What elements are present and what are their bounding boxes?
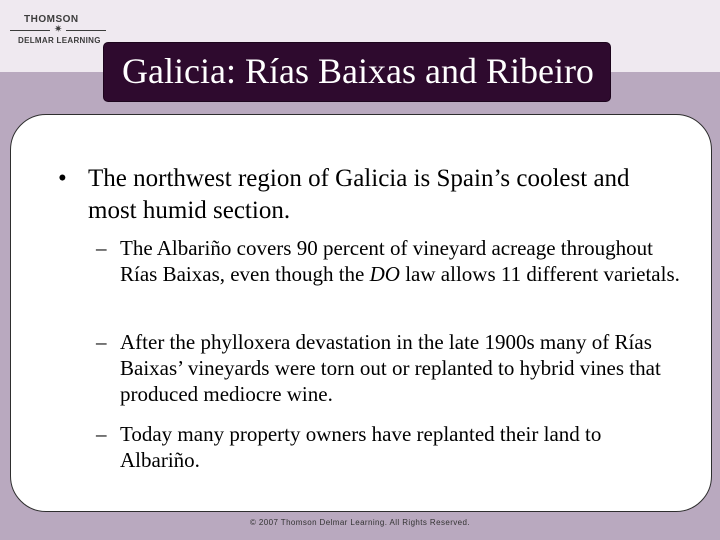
sub-bullet-1-em: DO xyxy=(369,262,400,286)
bullet-marker: • xyxy=(58,165,67,192)
sub-bullet-1-post: law allows 11 different varietals. xyxy=(399,262,680,286)
sub-bullet-1-pre: The Albariño covers 90 percent of vineyard acreage throughout Rías Baixas, even though the xyxy=(120,236,653,286)
sub-bullet-marker: – xyxy=(96,422,107,446)
sub-bullet-marker: – xyxy=(96,236,107,260)
copyright-footer: © 2007 Thomson Delmar Learning. All Rights Reserved. xyxy=(250,518,470,527)
main-bullet: The northwest region of Galicia is Spain’s coolest and most humid section. xyxy=(88,165,630,224)
logo-thomson-text: THOMSON xyxy=(24,14,79,25)
sub-bullet-3: Today many property owners have replanted their land to Albariño. xyxy=(120,422,602,472)
publisher-logo xyxy=(10,14,106,50)
logo-rule-right xyxy=(66,30,106,31)
slide-title: Galicia: Rías Baixas and Ribeiro xyxy=(122,51,594,91)
logo-delmar-text: DELMAR LEARNING xyxy=(18,36,101,45)
sub-bullet-marker: – xyxy=(96,330,107,354)
star-icon: ✷ xyxy=(54,24,63,35)
logo-rule-left xyxy=(10,30,50,31)
sub-bullet-1 xyxy=(120,235,680,287)
sub-bullet-2: After the phylloxera devastation in the late 1900s many of Rías Baixas’ vineyards were torn out or replanted to hybrid vines that produced mediocre wine. xyxy=(120,330,661,406)
